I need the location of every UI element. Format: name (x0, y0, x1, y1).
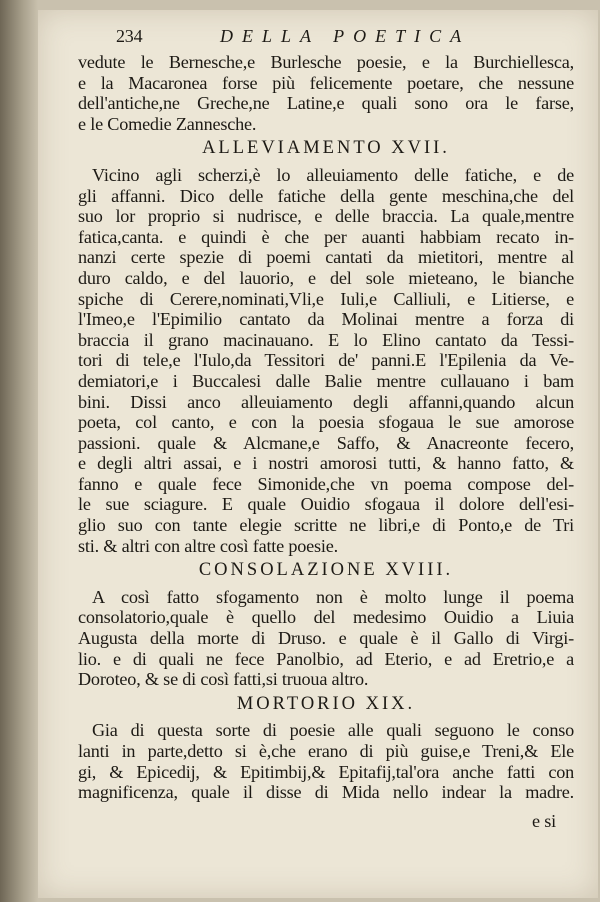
text-line: Vicino agli scherzi,è lo alleuiamento delle fatiche, e de (92, 164, 574, 185)
text-line: magnificenza, quale il disse di Mida nello indear la madre. (78, 782, 574, 803)
page-number: 234 (116, 26, 143, 46)
text-line: sti. & altri con altre così fatte poesie. (78, 535, 338, 556)
text-line: gli affanni. Dico delle fatiche della gente meschina,che del (78, 185, 574, 206)
text-line: suo lor proprio si nudrisce, e delle braccia. La quale,mentre (78, 206, 574, 227)
text-line: le sue sciagure. E quale Ouidio sfogaua il dolore dell'esi- (78, 494, 574, 515)
section-heading: MORTORIO XIX. (236, 693, 416, 714)
text-line: Augusta della morte di Druso. e quale è il Gallo di Virgi- (78, 628, 574, 649)
book-gutter (0, 0, 38, 902)
page-text (78, 26, 574, 831)
text-line: e degli altri assai, e i nostri amorosi tutti, & hanno fatto, & (78, 453, 574, 474)
text-line: Gia di questa sorte di poesie alle quali seguono le conso (92, 720, 574, 741)
text-line: glio suo con tante elegie scritte ne libri,e di Ponto,e de Tri (78, 515, 574, 536)
text-line: dell'antiche,ne Greche,ne Latine,e quali sono ora le farse, (78, 93, 574, 114)
catchword: e si (532, 810, 556, 831)
text-line: spiche di Cerere,nominati,Vli,e Iuli,e Calliuli, e Litierse, e (78, 288, 574, 309)
section-18-paragraph (78, 587, 574, 690)
text-line: gi, & Epicedij, & Epitimbij,& Epitafij,tal'ora anche fatti con (78, 761, 574, 782)
section-heading: CONSOLAZIONE XVIII. (198, 560, 454, 581)
text-line: bini. Dissi anco alleuiamento degli affanni,quando alcun (78, 391, 574, 412)
section-19-paragraph (78, 720, 574, 802)
text-line: passioni. quale & Alcmane,e Saffo, & Anacreonte fecero, (78, 432, 574, 453)
text-line: e la Macaronea forse più felicemente poetare, che nessune (78, 72, 574, 93)
text-line: fatica,canta. e quindi è che per auanti habbiam recato in- (78, 226, 574, 247)
text-line: nanzi certe spezie di poemi cantati da mietitori, mentre al (78, 247, 574, 268)
text-line: l'Imeo,e l'Epimilio cantato da Molinai mentre a forza di (78, 309, 574, 330)
text-line: duro caldo, e del lauorio, e del sole mieteano, le bianche (78, 267, 574, 288)
text-line: e le Comedie Zannesche. (78, 113, 257, 134)
text-line: braccia il grano macinauano. E lo Elino cantato da Tessi- (78, 329, 574, 350)
text-line: A così fatto sfogamento non è molto lunge il poema (92, 586, 574, 607)
section-17-paragraph (78, 165, 574, 556)
text-line: lanti in parte,detto si è,che erano di più guise,e Treni,& Ele (78, 741, 574, 761)
text-line: tori di tele,e l'Iulo,da Tessitori de' panni.E l'Epilenia da Ve- (78, 350, 574, 371)
text-line: consolatorio,quale è quello del medesimo Ouidio a Liuia (78, 607, 574, 628)
running-title: DELLA POETICA (220, 26, 471, 46)
text-line: Doroteo, & se di così fatti,si truoua altro. (78, 669, 369, 690)
text-line: lio. e di quali ne fece Panolbio, ad Eterio, e ad Eretrio,e a (78, 648, 574, 669)
intro-paragraph (78, 52, 574, 134)
page-header (78, 26, 574, 52)
section-heading: ALLEVIAMENTO XVII. (202, 138, 450, 159)
text-line: fanno e quale fece Simonide,che vn poema compose del- (78, 473, 574, 494)
text-line: poeta, col canto, e con la poesia sfogaua le sue amorose (78, 412, 574, 433)
text-line: vedute le Bernesche,e Burlesche poesie, e la Burchiellesca, (78, 52, 574, 72)
text-line: demiatori,e i Buccalesi dalle Balie mentre cullauano i bam (78, 370, 574, 391)
